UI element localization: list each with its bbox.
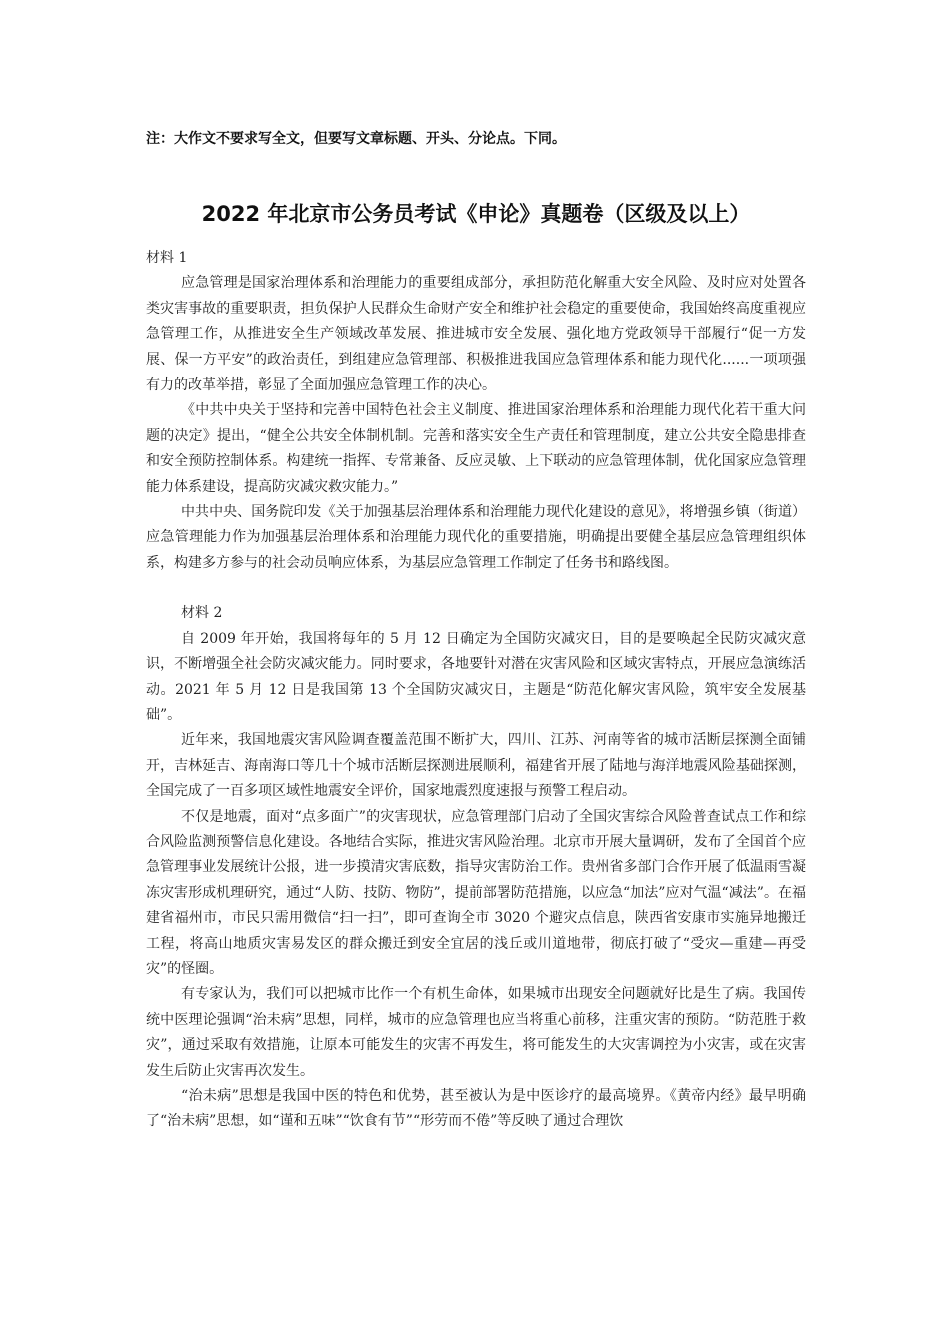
material-1-paragraph: 应急管理是国家治理体系和治理能力的重要组成部分，承担防范化解重大安全风险、及时应对处置各类灾害事故的重要职责，担负保护人民群众生命财产安全和维护社会稳定的重要使命，我国始终高度重视应急管理工作，从推进安全生产领域改革发展、推进城市安全发展、强化地方党政领导干部履行“促一方发展、保一方平安”的政治责任，到组建应急管理部、积极推进我国应急管理体系和能力现代化......一项项强有力的改革举措，彰显了全面加强应急管理工作的决心。	[146, 275, 806, 394]
instruction-note: 注：大作文不要求写全文，但要写文章标题、开头、分论点。下同。	[146, 131, 566, 147]
material-2-paragraph: 有专家认为，我们可以把城市比作一个有机生命体，如果城市出现安全问题就好比是生了病。我国传统中医理论强调“治未病”思想，同样，城市的应急管理也应当将重心前移，注重灾害的预防。“防范胜于救灾”，通过采取有效措施，让原本可能发生的灾害不再发生，将可能发生的大灾害调控为小灾害，或在灾害发生后防止灾害再次发生。	[146, 986, 806, 1079]
material-1-paragraph: 中共中央、国务院印发《关于加强基层治理体系和治理能力现代化建设的意见》，将增强乡镇（街道）应急管理能力作为加强基层治理体系和治理能力现代化的重要措施，明确提出要健全基层应急管理组织体系，构建多方参与的社会动员响应体系，为基层应急管理工作制定了任务书和路线图。	[146, 504, 806, 571]
material-1-label: 材料 1	[146, 250, 188, 266]
document-body	[146, 246, 806, 1135]
material-2-paragraph: 近年来，我国地震灾害风险调查覆盖范围不断扩大，四川、江苏、河南等省的城市活断层探测全面铺开，吉林延吉、海南海口等几十个城市活断层探测进展顺利，福建省开展了陆地与海洋地震风险基础探测，全国完成了一百多项区域性地震安全评价，国家地震烈度速报与预警工程启动。	[146, 732, 806, 800]
material-1-paragraph: 《中共中央关于坚持和完善中国特色社会主义制度、推进国家治理体系和治理能力现代化若干重大问题的决定》提出，“健全公共安全体制机制。完善和落实安全生产责任和管理制度，建立公共安全隐患排查和安全预防控制体系。构建统一指挥、专常兼备、反应灵敏、上下联动的应急管理体制，优化国家应急管理能力体系建设，提高防灾减灾救灾能力。”	[146, 402, 806, 495]
exam-title: 2022 年北京市公务员考试《申论》真题卷（区级及以上）	[201, 202, 751, 226]
section-spacer	[146, 576, 806, 601]
material-2-paragraph: 自 2009 年开始，我国将每年的 5 月 12 日确定为全国防灾减灾日，目的是要唤起全民防灾减灾意识，不断增强全社会防灾减灾能力。同时要求，各地要针对潜在灾害风险和区域灾害特点，开展应急演练活动。2021 年 5 月 12 日是我国第 13 个全国防灾减灾日，主题是“防范化解灾害风险，筑牢安全发展基础”。	[146, 630, 806, 723]
material-2-paragraph: 不仅是地震，面对“点多面广”的灾害现状，应急管理部门启动了全国灾害综合风险普查试点工作和综合风险监测预警信息化建设。各地结合实际，推进灾害风险治理。北京市开展大量调研，发布了全国首个应急管理事业发展统计公报，进一步摸清灾害底数，指导灾害防治工作。贵州省多部门合作开展了低温雨雪凝冻灾害形成机理研究，通过“人防、技防、物防”，提前部署防范措施，以应急“加法”应对气温“减法”。在福建省福州市，市民只需用微信“扫一扫”，即可查询全市 3020 个避灾点信息，陕西省安康市实施异地搬迁工程，将高山地质灾害易发区的群众搬迁到安全宜居的浅丘或川道地带，彻底打破了“受灾—重建—再受灾”的怪圈。	[146, 808, 806, 977]
material-2-paragraph: “治未病”思想是我国中医的特色和优势，甚至被认为是中医诊疗的最高境界。《黄帝内经》最早明确了“治未病”思想，如“谨和五味”“饮食有节”“形劳而不倦”等反映了通过合理饮	[146, 1088, 806, 1130]
material-2-label: 材料 2	[181, 605, 223, 622]
